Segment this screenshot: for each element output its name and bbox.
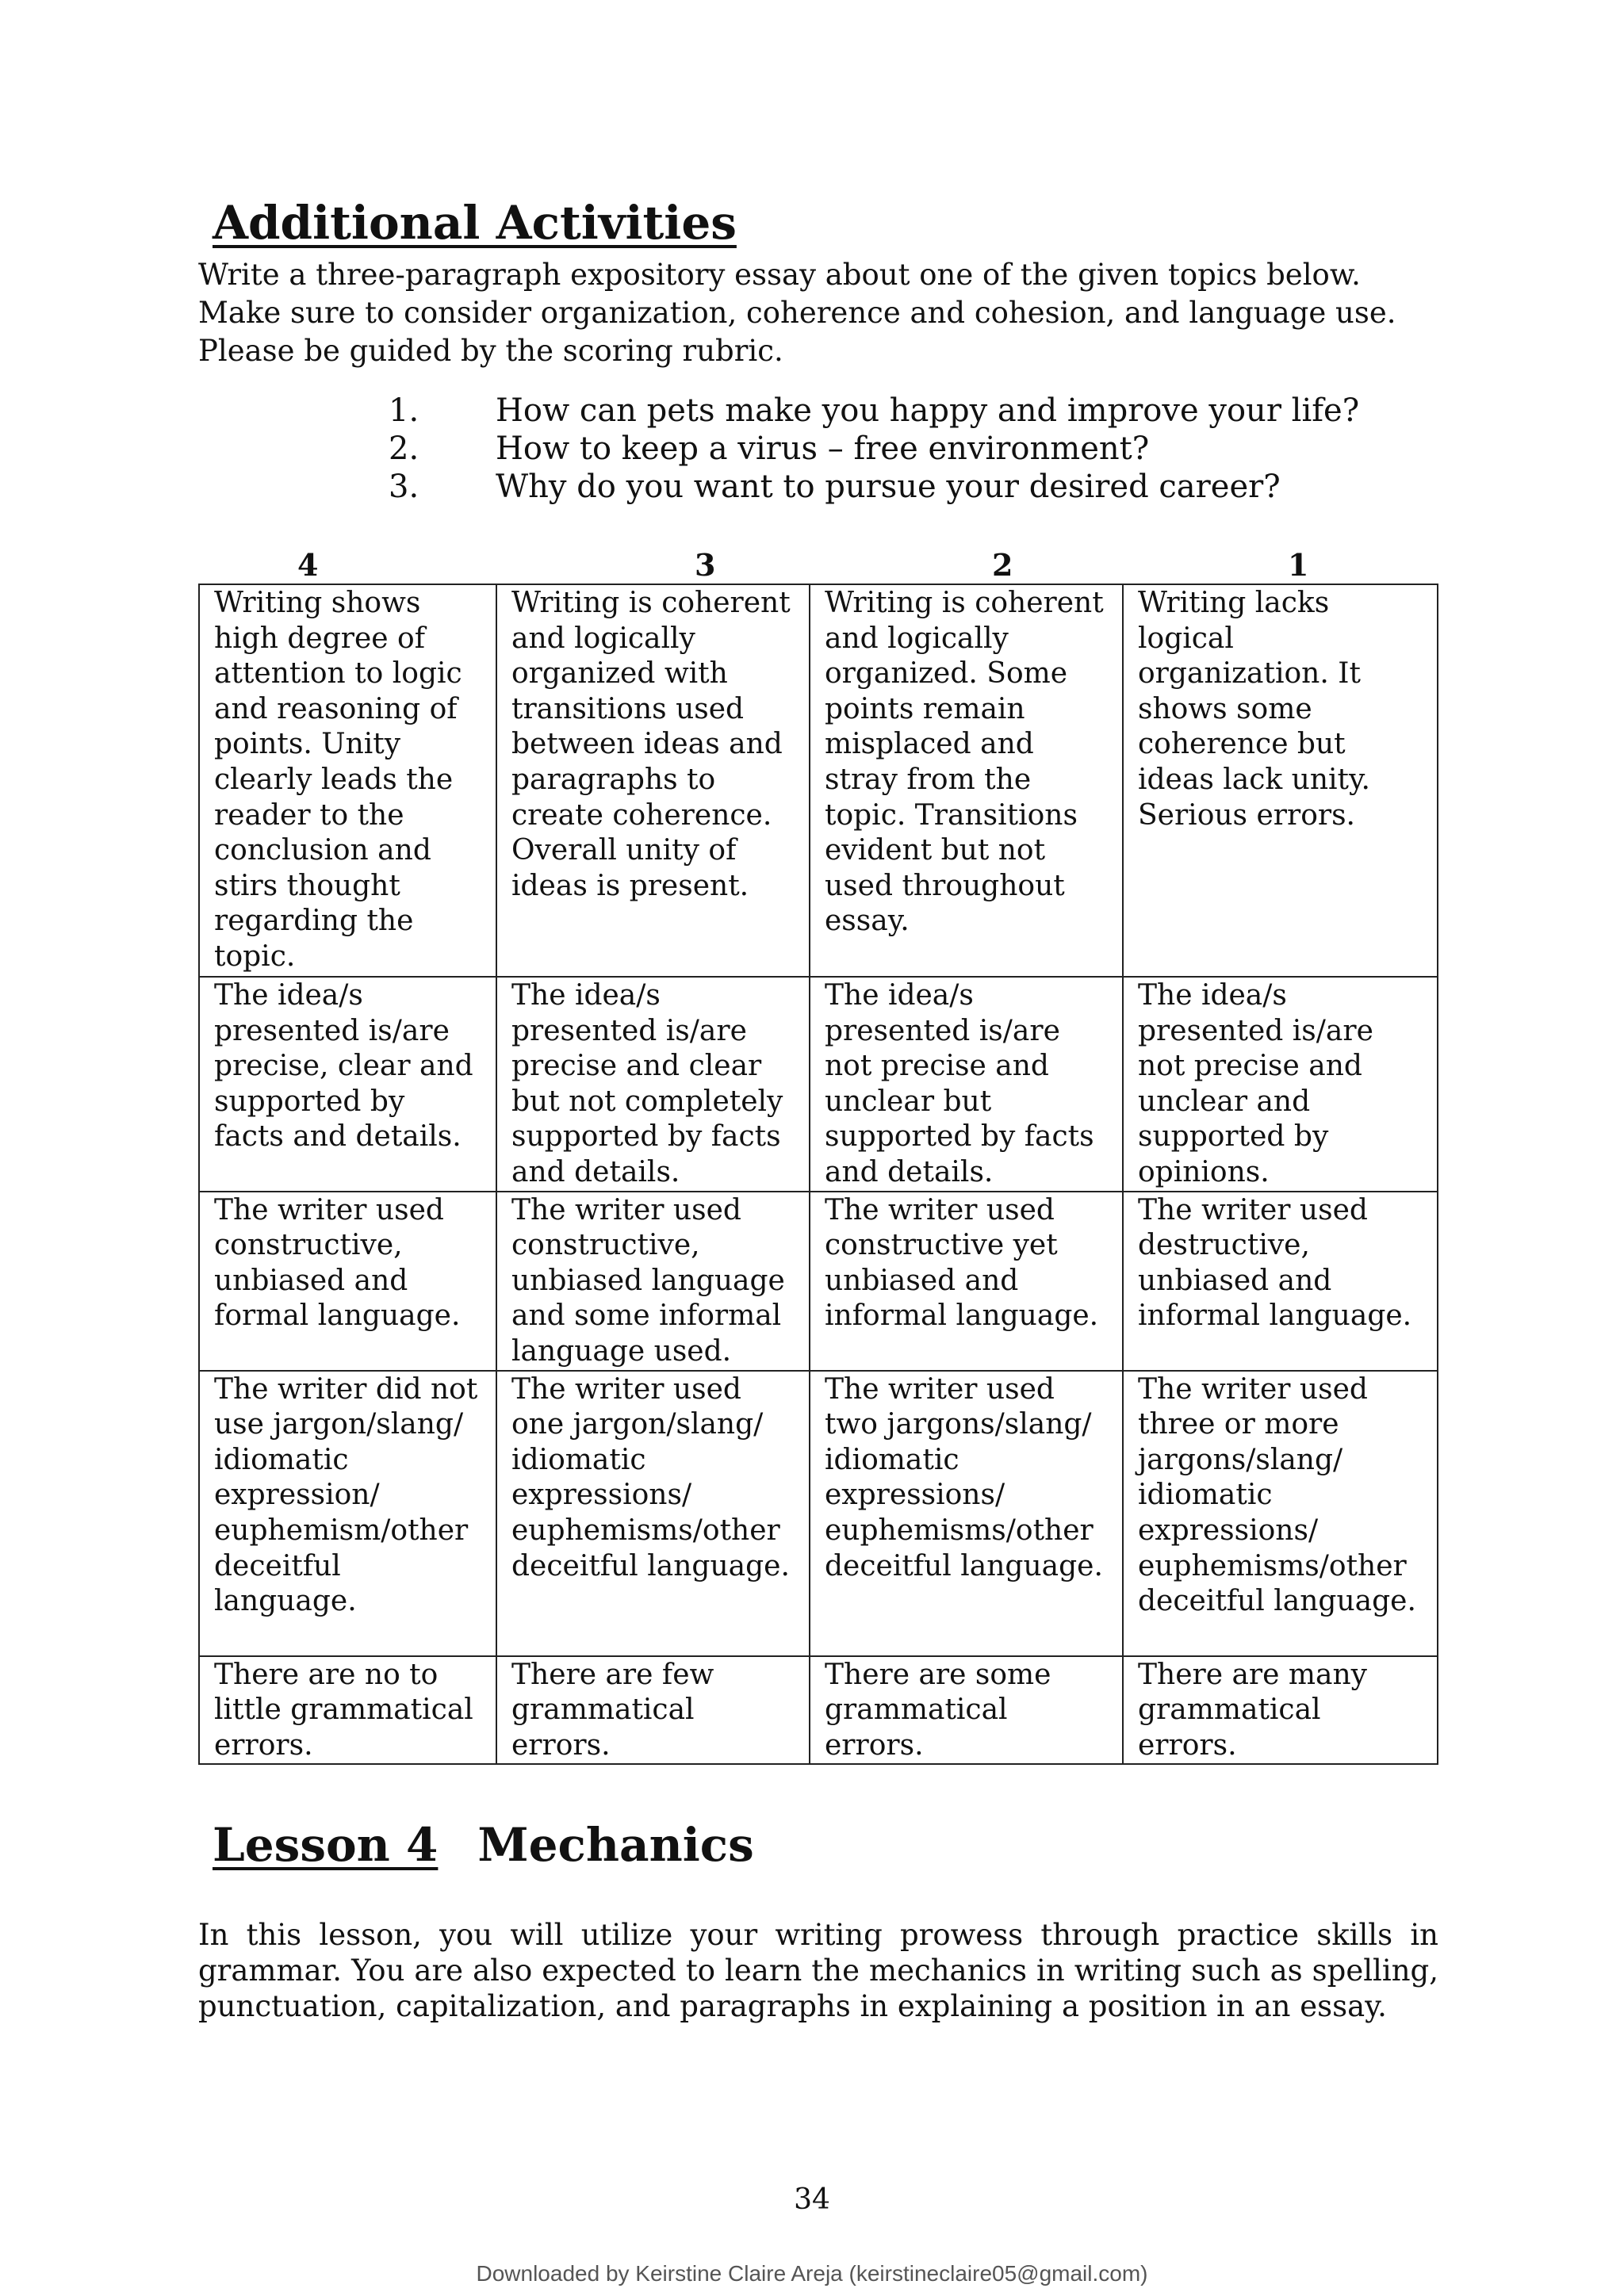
- lesson-description: In this lesson, you will utilize your writing prowess through practice skills in grammar. You are also expected to learn the mechanics in writing such as spelling, punctuation, capitalization, and paragraphs in explaining a position in an essay.: [198, 1918, 1438, 2023]
- table-cell: The writer used constructive, unbiased language and some informal language used.: [496, 1192, 810, 1371]
- score-header: 3: [695, 547, 716, 583]
- topic-text: How can pets make you happy and improve your life?: [496, 392, 1360, 429]
- scoring-rubric-table: [198, 584, 1438, 1765]
- table-cell: The writer used one jargon/slang/ idiomatic expressions/ euphemisms/other deceitful language.: [496, 1371, 810, 1656]
- table-row: [199, 1656, 1438, 1765]
- topic-number: 2.: [389, 430, 419, 467]
- table-cell: The idea/s presented is/are precise and clear but not completely supported by facts and details.: [496, 977, 810, 1192]
- topic-item: [389, 430, 1359, 468]
- table-row: [199, 1371, 1438, 1656]
- topic-item: [389, 468, 1359, 506]
- table-cell: There are few grammatical errors.: [496, 1656, 810, 1765]
- table-cell: Writing is coherent and logically organized with transitions used between ideas and paragraphs to create coherence. Overall unity of ideas is present.: [496, 584, 810, 977]
- topic-text: How to keep a virus – free environment?: [496, 430, 1150, 467]
- table-row: [199, 1192, 1438, 1371]
- score-header: 1: [1288, 547, 1309, 583]
- table-cell: The writer used three or more jargons/slang/ idiomatic expressions/ euphemisms/other deceitful language.: [1123, 1371, 1438, 1656]
- lesson-heading: [213, 1820, 754, 1871]
- table-cell: The writer used two jargons/slang/ idiomatic expressions/ euphemisms/other deceitful language.: [810, 1371, 1123, 1656]
- table-cell: The idea/s presented is/are not precise and unclear and supported by opinions.: [1123, 977, 1438, 1192]
- table-row: [199, 977, 1438, 1192]
- lesson-number: Lesson 4: [213, 1818, 439, 1872]
- table-cell: The writer used constructive yet unbiased and informal language.: [810, 1192, 1123, 1371]
- topic-list: [389, 392, 1359, 506]
- table-cell: Writing lacks logical organization. It shows some coherence but ideas lack unity. Serious errors.: [1123, 584, 1438, 977]
- table-row: [199, 584, 1438, 977]
- table-cell: The writer used destructive, unbiased and informal language.: [1123, 1192, 1438, 1371]
- table-cell: The idea/s presented is/are not precise and unclear but supported by facts and details.: [810, 977, 1123, 1192]
- topic-text: Why do you want to pursue your desired career?: [496, 469, 1281, 505]
- rubric-score-headers: [198, 547, 1437, 582]
- table-cell: The idea/s presented is/are precise, clear and supported by facts and details.: [199, 977, 496, 1192]
- score-header: 4: [297, 547, 319, 583]
- score-header: 2: [992, 547, 1013, 583]
- table-cell: Writing shows high degree of attention to logic and reasoning of points. Unity clearly leads the reader to the conclusion and stirs thought regarding the topic.: [199, 584, 496, 977]
- topic-number: 1.: [389, 392, 419, 429]
- topic-number: 3.: [389, 469, 419, 505]
- table-cell: There are no to little grammatical errors.: [199, 1656, 496, 1765]
- table-cell: Writing is coherent and logically organized. Some points remain misplaced and stray from the topic. Transitions evident but not used throughout essay.: [810, 584, 1123, 977]
- table-cell: The writer used constructive, unbiased and formal language.: [199, 1192, 496, 1371]
- download-footer: Downloaded by Keirstine Claire Areja (keirstineclaire05@gmail.com): [476, 2261, 1148, 2286]
- table-cell: There are many grammatical errors.: [1123, 1656, 1438, 1765]
- instructions-paragraph: Write a three-paragraph expository essay about one of the given topics below. Make sure to consider organization, coherence and cohesion, and language use. Please be guided by the scoring rubric.: [198, 258, 1396, 368]
- topic-item: [389, 392, 1359, 430]
- page-number: 34: [794, 2183, 830, 2216]
- lesson-title: Mechanics: [477, 1818, 754, 1872]
- section-heading: Additional Activities: [213, 196, 737, 250]
- table-cell: There are some grammatical errors.: [810, 1656, 1123, 1765]
- table-cell: The writer did not use jargon/slang/ idiomatic expression/ euphemism/other deceitful language.: [199, 1371, 496, 1656]
